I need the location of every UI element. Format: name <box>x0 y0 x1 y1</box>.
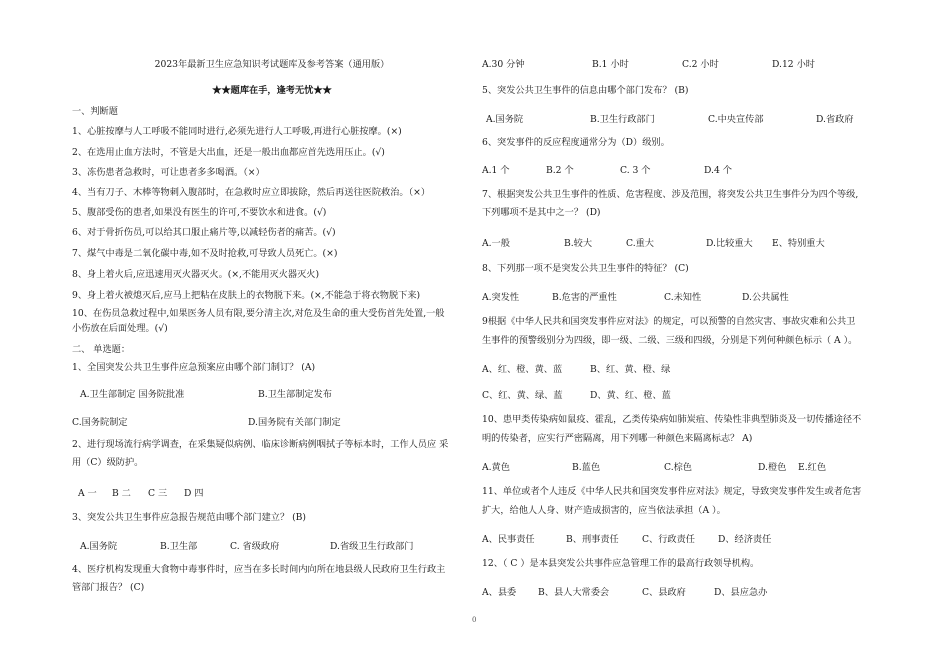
option: A.黄色 <box>482 462 510 473</box>
question-5: 5、突发公共卫生事件的信息由哪个部门发布？ (B) <box>482 85 689 96</box>
question-3-options <box>80 538 470 552</box>
option: A、红、橙、黄、蓝 <box>482 364 563 375</box>
section-heading-single-choice: 二、 单选题： <box>72 344 131 355</box>
option: A.1 个 <box>482 165 510 176</box>
option: A.国务院 <box>486 114 524 125</box>
question-10-cont: 明的传染者，应实行严密隔离，用下列哪一种颜色来隔离标志？ A) <box>482 433 753 444</box>
option: D.橙色 <box>758 462 787 473</box>
option: B.蓝色 <box>572 462 601 473</box>
option: D.12 小时 <box>772 59 815 70</box>
option: A.国务院 <box>80 541 118 552</box>
option: D.省级卫生行政部门 <box>330 541 414 552</box>
judgment-item-6: 6、对于骨折伤员,可以给其口服止痛片等,以减轻伤者的痛苦。(√) <box>72 227 336 238</box>
question-7-cont: 下列哪项不是其中之一？ (D) <box>482 207 601 218</box>
question-1-options <box>80 386 470 400</box>
document-slogan: ★★题库在手，逢考无忧★★ <box>212 85 332 96</box>
option: C.中央宣传部 <box>708 114 764 125</box>
document-title: 2023年最新卫生应急知识考试题库及参考答案（通用版） <box>154 59 390 70</box>
question-2-options <box>78 485 378 499</box>
option: B、县人大常委会 <box>538 587 610 598</box>
option: B.1 小时 <box>592 59 629 70</box>
question-11: 11、单位或者个人违反《中华人民共和国突发事件应对法》规定，导致突发事件发生或者危害 <box>482 486 862 497</box>
option: C、红、黄、绿、蓝 <box>482 390 563 401</box>
option: B.较大 <box>564 238 593 249</box>
judgment-item-10-cont: 小伤放在后面处理。(√) <box>72 323 168 334</box>
question-2: 2、进行现场流行病学调查，在采集疑似病例、临床诊断病例咽拭子等标本时，工作人员应 采 <box>72 439 449 450</box>
option: A.卫生部制定 国务院批准 <box>80 389 185 400</box>
option: B、红、黄、橙、绿 <box>590 364 671 375</box>
option: C.棕色 <box>664 462 692 473</box>
option: C.国务院制定 <box>72 417 128 428</box>
section-heading-true-false: 一、判断题 <box>72 106 118 117</box>
question-7-options <box>482 235 872 249</box>
judgment-item-9: 9、身上着火被熄灭后,应马上把粘在皮肤上的衣物脱下来。(×,不能急于将衣物脱下来) <box>72 290 421 301</box>
page-number: 0 <box>472 616 477 624</box>
option: A.一般 <box>482 238 510 249</box>
option: A.突发性 <box>482 292 520 303</box>
option: D.4 个 <box>704 165 732 176</box>
question-5-options <box>486 111 876 125</box>
option: C. 省级政府 <box>230 541 280 552</box>
option: C.未知性 <box>664 292 702 303</box>
option: D、黄、红、橙、蓝 <box>590 390 671 401</box>
question-6: 6、突发事件的反应程度通常分为（D）级别。 <box>482 137 670 148</box>
option: D.比较重大 <box>706 238 753 249</box>
question-9-options-row2 <box>482 387 872 401</box>
question-8-options <box>482 289 872 303</box>
question-7: 7、根据突发公共卫生事件的性质、危害程度、涉及范围，将突发公共卫生事件分为四个等级, <box>482 189 859 200</box>
question-9-cont: 生事件的预警级别分为四级，即一级、二级、三级和四级，分别是下列何种颜色标示（ A ）。 <box>482 335 858 346</box>
option: D.公共属性 <box>742 292 789 303</box>
judgment-item-5: 5、腹部受伤的患者,如果没有医生的许可,不要饮水和进食。(√) <box>72 207 327 218</box>
option: B.卫生部制定发布 <box>258 389 332 400</box>
option: D、经济责任 <box>718 534 772 545</box>
option: A、县委 <box>482 587 517 598</box>
question-9-options <box>482 361 872 375</box>
option: B、刑事责任 <box>566 534 619 545</box>
option: C.重大 <box>626 238 654 249</box>
option: C、行政责任 <box>642 534 695 545</box>
option: A 一 <box>78 488 97 499</box>
option: D、县应急办 <box>714 587 768 598</box>
question-4: 4、医疗机构发现重大食物中毒事件时，应当在多长时间内向所在地县级人民政府卫生行政主 <box>72 564 446 575</box>
question-9: 9根据《中华人民共和国突发事件应对法》的规定，可以预警的自然灾害、事故灾难和公共卫 <box>482 316 856 327</box>
option: C. 3 个 <box>620 165 651 176</box>
option: B.2 个 <box>546 165 574 176</box>
question-11-cont: 扩大，给他人人身、财产造成损害的，应当依法承担（A ）。 <box>482 505 726 516</box>
option: B.危害的严重性 <box>552 292 617 303</box>
question-1-options-row2 <box>72 414 462 428</box>
option: D 四 <box>184 488 204 499</box>
question-12: 12、（ C ）是本县突发公共事件应急管理工作的最高行政领导机构。 <box>482 558 760 569</box>
question-4-options <box>482 56 872 70</box>
question-11-options <box>482 531 872 545</box>
judgment-item-3: 3、冻伤患者急救时，可让患者多多喝酒。（×） <box>72 167 265 178</box>
option: D.国务院有关部门制定 <box>248 417 341 428</box>
option: D.省政府 <box>816 114 854 125</box>
option: C 三 <box>148 488 168 499</box>
question-6-options <box>482 162 872 176</box>
judgment-item-4: 4、当有刀子、木棒等物刺入腹部时，在急救时应立即拔除，然后再送往医院救治。（×） <box>72 187 431 198</box>
option: C、县政府 <box>642 587 686 598</box>
option: B 二 <box>112 488 131 499</box>
question-12-options <box>482 584 872 598</box>
judgment-item-1: 1、心脏按摩与人工呼吸不能同时进行,必须先进行人工呼吸,再进行心脏按摩。(×) <box>72 126 402 137</box>
option: A.30 分钟 <box>482 59 525 70</box>
option: A、民事责任 <box>482 534 535 545</box>
option: C.2 小时 <box>682 59 719 70</box>
question-4-cont: 管部门报告？ (C) <box>72 582 145 593</box>
option: B.卫生部 <box>160 541 198 552</box>
question-3: 3、突发公共卫生事件应急报告规范由哪个部门建立？ (B) <box>72 512 306 523</box>
judgment-item-8: 8、身上着火后,应迅速用灭火器灭火。(×,不能用灭火器灭火) <box>72 269 320 280</box>
judgment-item-10: 10、在伤员急救过程中,如果医务人员有限,要分清主次,对危及生命的重大受伤首先处置,一般 <box>72 308 445 319</box>
option: E、特别重大 <box>772 238 825 249</box>
judgment-item-2: 2、在选用止血方法时，不管是大出血，还是一般出血都应首先选用压止。(√) <box>72 147 385 158</box>
question-10-options <box>482 459 872 473</box>
question-10: 10、患甲类传染病如鼠疫、霍乱，乙类传染病如肺炭疽、传染性非典型肺炎及一切传播途径不 <box>482 414 862 425</box>
option: B.卫生行政部门 <box>590 114 655 125</box>
judgment-item-7: 7、煤气中毒是二氧化碳中毒,如不及时抢救,可导致人员死亡。(×) <box>72 248 338 259</box>
option: E.红色 <box>798 462 827 473</box>
question-2-cont: 用（C）级防护。 <box>72 457 144 468</box>
question-8: 8、下列那一项不是突发公共卫生事件的特征？ (C) <box>482 263 689 274</box>
question-1: 1、全国突发公共卫生事件应急预案应由哪个部门制订？ (A) <box>72 362 316 373</box>
